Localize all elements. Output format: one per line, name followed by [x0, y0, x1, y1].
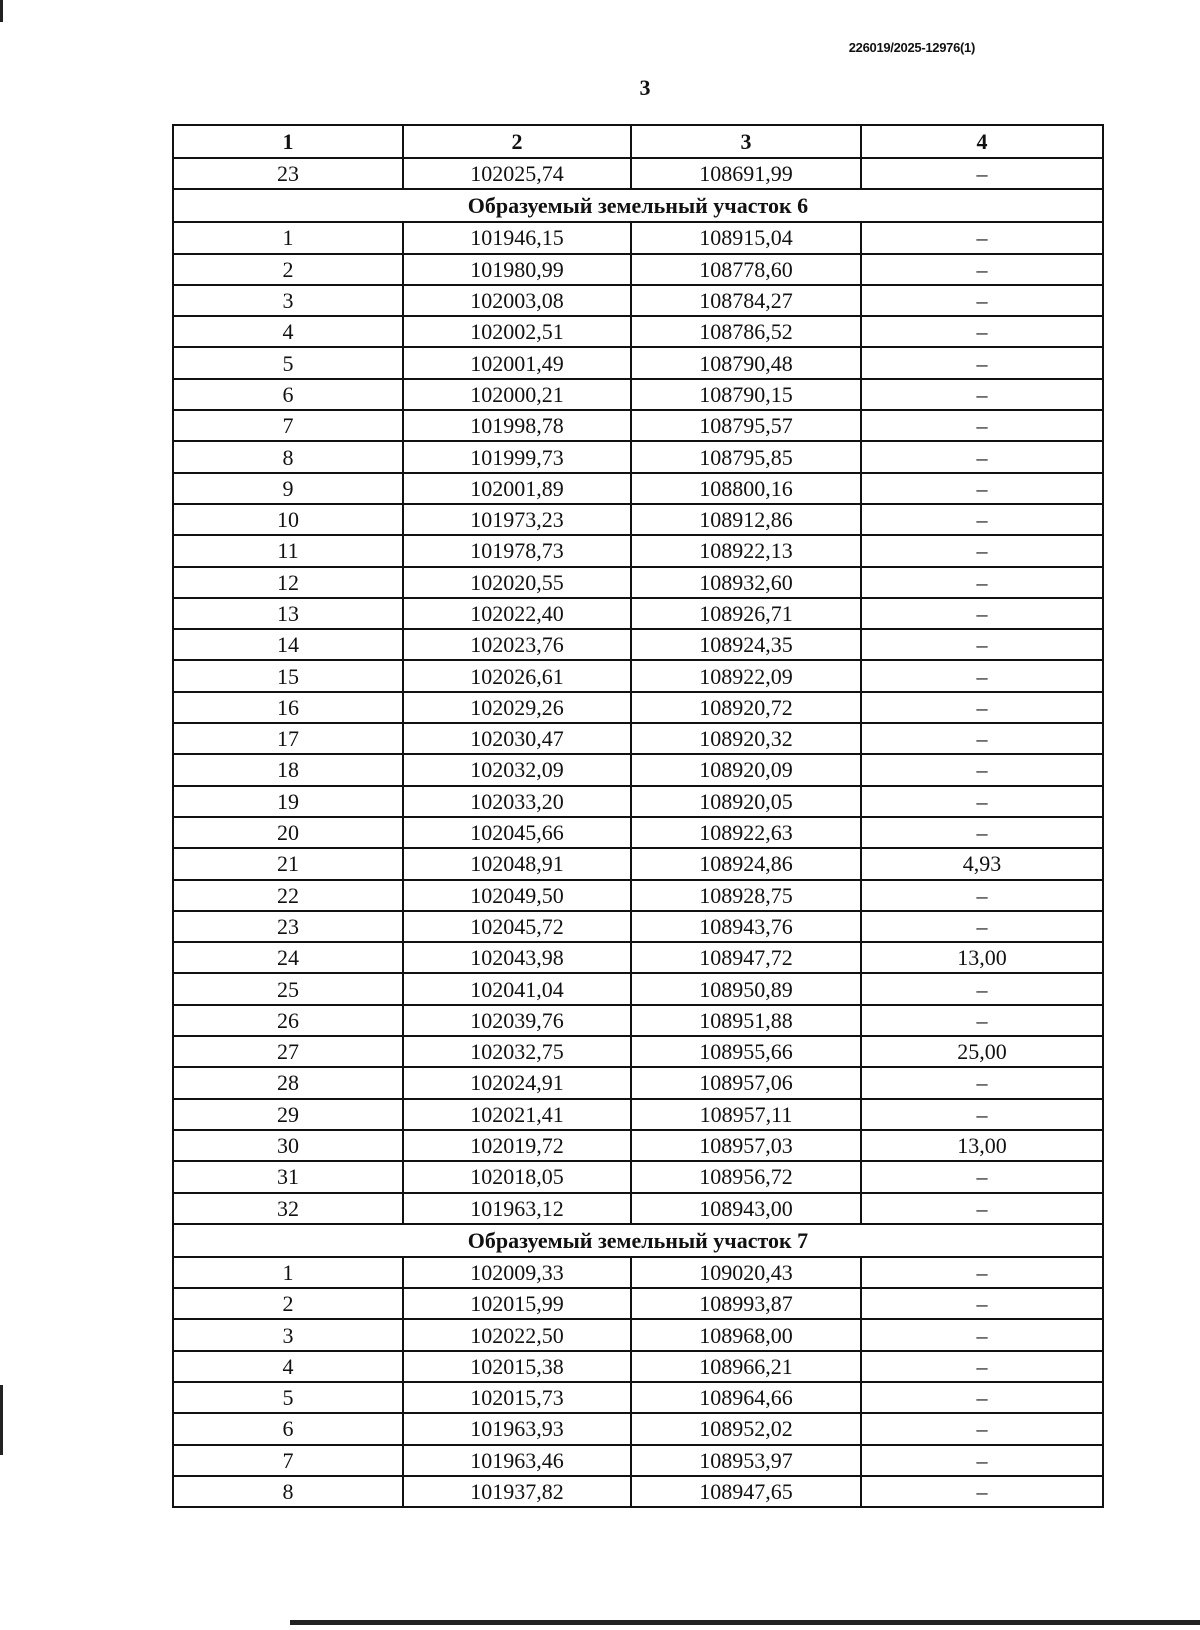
coord-y: 108778,60 — [631, 254, 861, 285]
coord-y: 108790,48 — [631, 347, 861, 378]
coord-x: 102009,33 — [403, 1257, 631, 1288]
coord-y: 108953,97 — [631, 1445, 861, 1476]
coord-x: 102029,26 — [403, 692, 631, 723]
scan-edge-mark-bottom — [290, 1620, 1200, 1625]
point-number: 23 — [173, 911, 403, 942]
coord-y: 108928,75 — [631, 880, 861, 911]
point-number: 26 — [173, 1005, 403, 1036]
coord-y: 108920,32 — [631, 723, 861, 754]
header-cell: 1 — [173, 125, 403, 158]
coord-y: 108915,04 — [631, 222, 861, 253]
coord-y: 108920,05 — [631, 786, 861, 817]
distance: – — [861, 1445, 1103, 1476]
coord-x: 102020,55 — [403, 567, 631, 598]
coord-x: 102030,47 — [403, 723, 631, 754]
distance: – — [861, 629, 1103, 660]
section-title: Образуемый земельный участок 7 — [173, 1224, 1103, 1257]
coord-x: 101978,73 — [403, 535, 631, 566]
distance: – — [861, 504, 1103, 535]
point-number: 5 — [173, 1382, 403, 1413]
point-number: 31 — [173, 1161, 403, 1192]
coord-y: 108922,63 — [631, 817, 861, 848]
point-number: 5 — [173, 347, 403, 378]
point-number: 24 — [173, 942, 403, 973]
table-row — [173, 285, 1103, 316]
point-number: 6 — [173, 1413, 403, 1444]
coord-y: 108795,57 — [631, 410, 861, 441]
point-number: 16 — [173, 692, 403, 723]
distance: – — [861, 158, 1103, 189]
distance: – — [861, 1476, 1103, 1507]
point-number: 30 — [173, 1130, 403, 1161]
coord-y: 108943,00 — [631, 1193, 861, 1224]
coord-y: 108932,60 — [631, 567, 861, 598]
distance: 13,00 — [861, 942, 1103, 973]
coord-y: 108964,66 — [631, 1382, 861, 1413]
scan-edge-mark-top — [0, 0, 3, 22]
point-number: 20 — [173, 817, 403, 848]
table-row — [173, 911, 1103, 942]
point-number: 23 — [173, 158, 403, 189]
distance: – — [861, 754, 1103, 785]
coord-y: 108947,65 — [631, 1476, 861, 1507]
coord-y: 108912,86 — [631, 504, 861, 535]
coord-x: 101963,93 — [403, 1413, 631, 1444]
distance: – — [861, 1288, 1103, 1319]
coord-x: 102022,40 — [403, 598, 631, 629]
distance: – — [861, 723, 1103, 754]
point-number: 1 — [173, 1257, 403, 1288]
point-number: 1 — [173, 222, 403, 253]
table-row — [173, 1351, 1103, 1382]
point-number: 10 — [173, 504, 403, 535]
section-header-row — [173, 189, 1103, 222]
point-number: 8 — [173, 1476, 403, 1507]
coord-y: 108786,52 — [631, 316, 861, 347]
point-number: 25 — [173, 973, 403, 1004]
point-number: 27 — [173, 1036, 403, 1067]
coord-x: 102025,74 — [403, 158, 631, 189]
point-number: 32 — [173, 1193, 403, 1224]
table-row — [173, 848, 1103, 879]
header-cell: 2 — [403, 125, 631, 158]
coord-y: 108955,66 — [631, 1036, 861, 1067]
coord-y: 108956,72 — [631, 1161, 861, 1192]
coord-x: 101980,99 — [403, 254, 631, 285]
coord-x: 102001,89 — [403, 473, 631, 504]
distance: – — [861, 817, 1103, 848]
table-row — [173, 1099, 1103, 1130]
coord-y: 108952,02 — [631, 1413, 861, 1444]
table-row — [173, 723, 1103, 754]
distance: – — [861, 1257, 1103, 1288]
distance: – — [861, 598, 1103, 629]
table-row — [173, 1319, 1103, 1350]
coord-x: 102015,99 — [403, 1288, 631, 1319]
coord-x: 102041,04 — [403, 973, 631, 1004]
coord-y: 108795,85 — [631, 441, 861, 472]
distance: – — [861, 1193, 1103, 1224]
distance: – — [861, 379, 1103, 410]
table-row — [173, 1036, 1103, 1067]
table-row — [173, 567, 1103, 598]
coord-x: 102049,50 — [403, 880, 631, 911]
header-cell: 4 — [861, 125, 1103, 158]
table-row — [173, 379, 1103, 410]
coord-y: 108993,87 — [631, 1288, 861, 1319]
distance: – — [861, 880, 1103, 911]
coord-x: 102021,41 — [403, 1099, 631, 1130]
table-row — [173, 504, 1103, 535]
table-row — [173, 347, 1103, 378]
distance: – — [861, 1099, 1103, 1130]
coord-x: 102019,72 — [403, 1130, 631, 1161]
coord-y: 108922,13 — [631, 535, 861, 566]
distance: – — [861, 441, 1103, 472]
coord-y: 109020,43 — [631, 1257, 861, 1288]
point-number: 4 — [173, 1351, 403, 1382]
document-id: 226019/2025-12976(1) — [848, 40, 975, 55]
coord-y: 108920,72 — [631, 692, 861, 723]
point-number: 3 — [173, 1319, 403, 1350]
point-number: 11 — [173, 535, 403, 566]
distance: 13,00 — [861, 1130, 1103, 1161]
table-row — [173, 1005, 1103, 1036]
point-number: 2 — [173, 1288, 403, 1319]
coord-x: 101998,78 — [403, 410, 631, 441]
coord-x: 101999,73 — [403, 441, 631, 472]
coord-y: 108924,86 — [631, 848, 861, 879]
table-row — [173, 473, 1103, 504]
coord-x: 102000,21 — [403, 379, 631, 410]
coord-y: 108951,88 — [631, 1005, 861, 1036]
coord-x: 102003,08 — [403, 285, 631, 316]
coord-x: 102018,05 — [403, 1161, 631, 1192]
table-row — [173, 254, 1103, 285]
coord-x: 102026,61 — [403, 660, 631, 691]
point-number: 19 — [173, 786, 403, 817]
coord-x: 102002,51 — [403, 316, 631, 347]
point-number: 3 — [173, 285, 403, 316]
table-row — [173, 692, 1103, 723]
distance: – — [861, 973, 1103, 1004]
coord-y: 108691,99 — [631, 158, 861, 189]
point-number: 29 — [173, 1099, 403, 1130]
coord-x: 102045,66 — [403, 817, 631, 848]
coord-y: 108922,09 — [631, 660, 861, 691]
table-row — [173, 1257, 1103, 1288]
point-number: 8 — [173, 441, 403, 472]
section-header-row — [173, 1224, 1103, 1257]
point-number: 2 — [173, 254, 403, 285]
distance: – — [861, 222, 1103, 253]
point-number: 15 — [173, 660, 403, 691]
coord-x: 102024,91 — [403, 1067, 631, 1098]
table-row — [173, 158, 1103, 189]
point-number: 14 — [173, 629, 403, 660]
coord-x: 102032,75 — [403, 1036, 631, 1067]
coord-y: 108926,71 — [631, 598, 861, 629]
distance: – — [861, 911, 1103, 942]
page-number: 3 — [639, 75, 651, 100]
table-row — [173, 973, 1103, 1004]
table-row — [173, 1193, 1103, 1224]
point-number: 21 — [173, 848, 403, 879]
point-number: 7 — [173, 1445, 403, 1476]
distance: – — [861, 786, 1103, 817]
table-row — [173, 1161, 1103, 1192]
distance: – — [861, 535, 1103, 566]
coord-x: 102022,50 — [403, 1319, 631, 1350]
coord-x: 101963,46 — [403, 1445, 631, 1476]
table-row — [173, 1382, 1103, 1413]
distance: 25,00 — [861, 1036, 1103, 1067]
header-cell: 3 — [631, 125, 861, 158]
coord-x: 102043,98 — [403, 942, 631, 973]
coord-y: 108950,89 — [631, 973, 861, 1004]
point-number: 7 — [173, 410, 403, 441]
table-row — [173, 786, 1103, 817]
distance: – — [861, 316, 1103, 347]
coord-y: 108966,21 — [631, 1351, 861, 1382]
distance: – — [861, 1382, 1103, 1413]
coord-x: 102033,20 — [403, 786, 631, 817]
coord-x: 102001,49 — [403, 347, 631, 378]
coord-x: 101963,12 — [403, 1193, 631, 1224]
distance: – — [861, 1005, 1103, 1036]
distance: – — [861, 1319, 1103, 1350]
point-number: 18 — [173, 754, 403, 785]
distance: – — [861, 347, 1103, 378]
coord-y: 108947,72 — [631, 942, 861, 973]
coord-y: 108800,16 — [631, 473, 861, 504]
coord-y: 108784,27 — [631, 285, 861, 316]
table-row — [173, 1413, 1103, 1444]
distance: 4,93 — [861, 848, 1103, 879]
distance: – — [861, 1067, 1103, 1098]
coord-y: 108943,76 — [631, 911, 861, 942]
coord-y: 108957,06 — [631, 1067, 861, 1098]
header-row — [173, 125, 1103, 158]
table-body — [173, 158, 1103, 1507]
coordinates-table — [172, 124, 1104, 1508]
coord-x: 101973,23 — [403, 504, 631, 535]
coord-x: 102015,38 — [403, 1351, 631, 1382]
coord-y: 108957,11 — [631, 1099, 861, 1130]
point-number: 17 — [173, 723, 403, 754]
table-row — [173, 316, 1103, 347]
coord-x: 102032,09 — [403, 754, 631, 785]
distance: – — [861, 660, 1103, 691]
coord-y: 108957,03 — [631, 1130, 861, 1161]
coord-x: 101946,15 — [403, 222, 631, 253]
table-row — [173, 535, 1103, 566]
coord-x: 102045,72 — [403, 911, 631, 942]
table-row — [173, 1130, 1103, 1161]
point-number: 22 — [173, 880, 403, 911]
point-number: 12 — [173, 567, 403, 598]
distance: – — [861, 1161, 1103, 1192]
table-row — [173, 942, 1103, 973]
table-row — [173, 441, 1103, 472]
table-row — [173, 817, 1103, 848]
distance: – — [861, 692, 1103, 723]
distance: – — [861, 410, 1103, 441]
coord-y: 108920,09 — [631, 754, 861, 785]
coord-x: 102039,76 — [403, 1005, 631, 1036]
table-row — [173, 1445, 1103, 1476]
section-title: Образуемый земельный участок 6 — [173, 189, 1103, 222]
table-row — [173, 598, 1103, 629]
distance: – — [861, 1351, 1103, 1382]
table-row — [173, 629, 1103, 660]
scan-edge-mark-left — [0, 1385, 3, 1455]
point-number: 28 — [173, 1067, 403, 1098]
point-number: 6 — [173, 379, 403, 410]
coord-x: 102023,76 — [403, 629, 631, 660]
table-row — [173, 1067, 1103, 1098]
table-row — [173, 1288, 1103, 1319]
distance: – — [861, 567, 1103, 598]
table-row — [173, 880, 1103, 911]
point-number: 4 — [173, 316, 403, 347]
coord-y: 108924,35 — [631, 629, 861, 660]
distance: – — [861, 285, 1103, 316]
table-row — [173, 222, 1103, 253]
coord-x: 101937,82 — [403, 1476, 631, 1507]
coord-x: 102015,73 — [403, 1382, 631, 1413]
coord-y: 108968,00 — [631, 1319, 861, 1350]
table-row — [173, 410, 1103, 441]
point-number: 13 — [173, 598, 403, 629]
distance: – — [861, 254, 1103, 285]
coord-y: 108790,15 — [631, 379, 861, 410]
table-row — [173, 660, 1103, 691]
coord-x: 102048,91 — [403, 848, 631, 879]
table-row — [173, 1476, 1103, 1507]
point-number: 9 — [173, 473, 403, 504]
distance: – — [861, 1413, 1103, 1444]
distance: – — [861, 473, 1103, 504]
table-row — [173, 754, 1103, 785]
